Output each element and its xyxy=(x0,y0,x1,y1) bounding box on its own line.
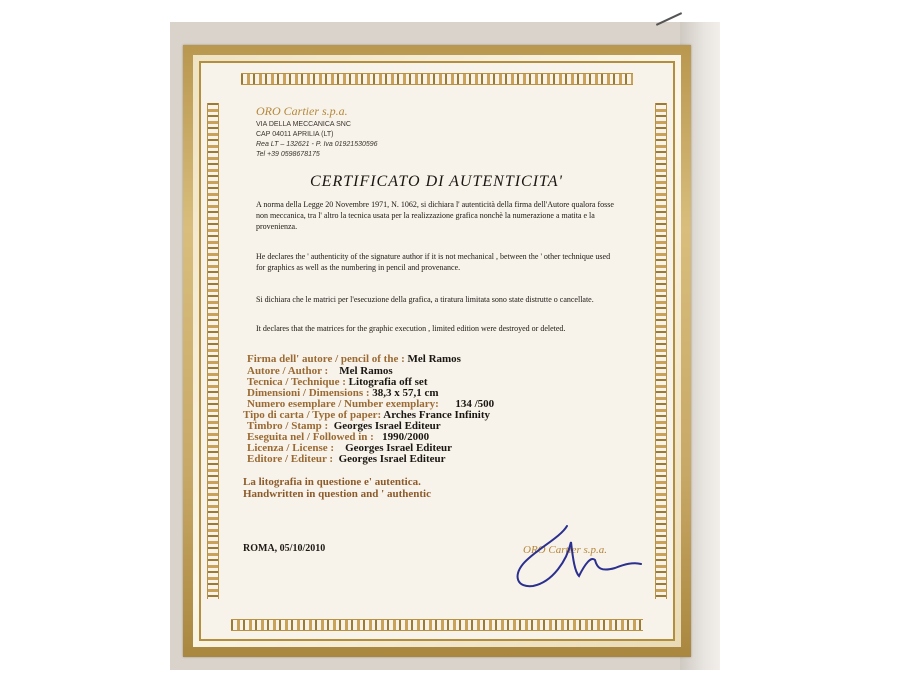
company-address: VIA DELLA MECCANICA SNC xyxy=(256,121,351,128)
field-value: Georges Israel Editeur xyxy=(338,453,446,465)
field-label: Autore / Author : xyxy=(247,365,329,377)
field-label: Tipo di carta / Type of paper: xyxy=(243,409,382,421)
paragraph-legal-en: He declares the ' authenticity of the signature author if it is not mechanical , between the ' other technique used for graphics as well as the numbering in pencil and provenance. xyxy=(256,252,611,272)
paragraph-legal-it: A norma della Legge 20 Novembre 1971, N. 1062, si dichiara l' autenticità della firma dell'Autore qualora fosse non meccanica, tra l' altro la tecnica usata per la realizzazione grafica nonchè la numerazione a matita e la provenienza. xyxy=(256,200,614,231)
field-value: Mel Ramos xyxy=(407,353,461,365)
company-name: ORO Cartier s.p.a. xyxy=(256,104,348,118)
field-value: Georges Israel Editeur xyxy=(345,442,453,454)
company-registry: Rea LT – 132621 - P. Iva 01921530596 xyxy=(256,141,378,148)
field-label: Editore / Editeur : xyxy=(247,453,334,465)
field-value: 134 /500 xyxy=(455,398,495,410)
field-value: Litografia off set xyxy=(348,376,428,388)
field-label: Numero esemplare / Number exemplary: xyxy=(247,398,439,410)
field-value: 38,3 x 57,1 cm xyxy=(372,387,439,399)
closing-line-it: La litografia in questione e' autentica. xyxy=(243,476,421,488)
field-value: Mel Ramos xyxy=(339,365,393,377)
field-label: Eseguita nel / Followed in : xyxy=(247,431,374,443)
field-signature xyxy=(247,353,461,365)
field-label: Licenza / License : xyxy=(247,442,335,454)
certificate-title: CERTIFICATO DI AUTENTICITA' xyxy=(310,173,563,190)
field-label: Tecnica / Technique : xyxy=(247,376,346,388)
field-label: Dimensioni / Dimensions : xyxy=(247,387,370,399)
field-label: Timbro / Stamp : xyxy=(247,420,329,432)
paragraph-matrices-en: It declares that the matrices for the graphic execution , limited edition were destroyed or deleted. xyxy=(256,324,566,333)
field-label: Firma dell' autore / pencil of the : xyxy=(247,353,405,365)
company-city: CAP 04011 APRILIA (LT) xyxy=(256,131,334,138)
handwritten-signature xyxy=(505,520,645,600)
field-editeur xyxy=(247,453,446,465)
field-value: Georges Israel Editeur xyxy=(333,420,441,432)
signature-company: ORO Cartier s.p.a. xyxy=(523,544,608,556)
field-value: 1990/2000 xyxy=(382,431,430,443)
place-date: ROMA, 05/10/2010 xyxy=(243,543,326,554)
field-value: Arches France Infinity xyxy=(383,409,491,421)
closing-line-en: Handwritten in question and ' authentic xyxy=(243,488,431,500)
paragraph-matrices-it: Si dichiara che le matrici per l'esecuzione della grafica, a tiratura limitata sono state distrutte o cancellate. xyxy=(256,295,594,304)
company-phone: Tel +39 0598678175 xyxy=(256,151,320,158)
